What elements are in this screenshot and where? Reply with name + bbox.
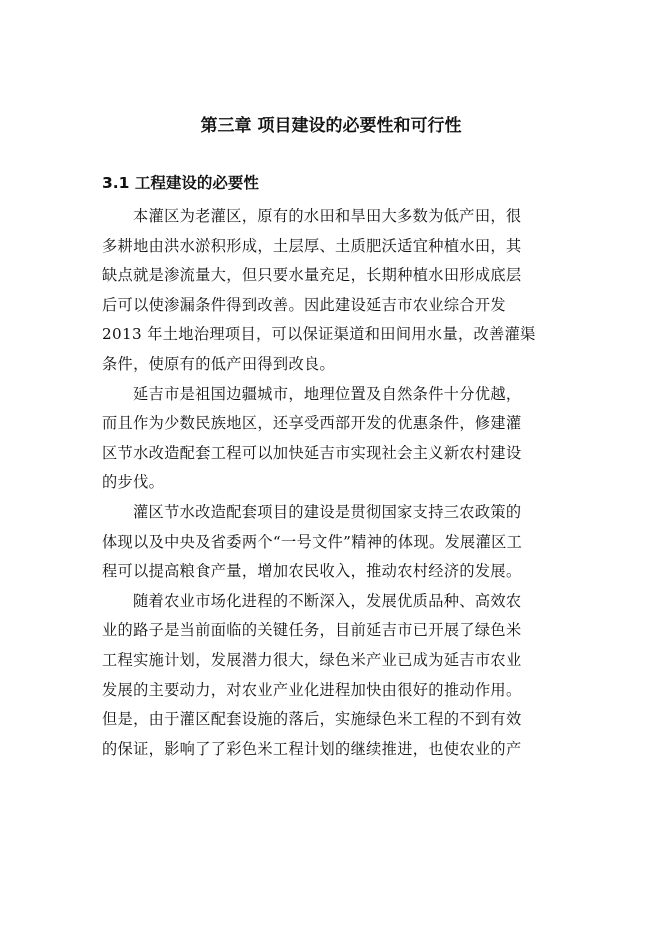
paragraph-line: 而且作为少数民族地区，还享受西部开发的优惠条件，修建灌 <box>102 414 522 433</box>
paragraph-line: 区节水改造配套工程可以加快延吉市实现社会主义新农村建设 <box>102 443 522 462</box>
paragraph-line: 业的路子是当前面临的关键任务，目前延吉市已开展了绿色米 <box>102 621 522 640</box>
paragraph-line: 程可以提高粮食产量，增加农民收入，推动农村经济的发展。 <box>102 562 522 581</box>
paragraph-2 <box>102 380 554 498</box>
paragraph-line: 条件，使原有的低产田得到改良。 <box>102 354 336 373</box>
section-heading: 3.1 工程建设的必要性 <box>102 174 259 192</box>
paragraph-line: 体现以及中央及省委两个“一号文件”精神的体现。发展灌区工 <box>102 532 523 551</box>
body-text <box>102 202 554 764</box>
paragraph-line: 2013 年土地治理项目，可以保证渠道和田间用水量，改善灌渠 <box>102 325 536 344</box>
paragraph-line: 延吉市是祖国边疆城市，地理位置及自然条件十分优越， <box>133 384 522 403</box>
paragraph-line: 发展的主要动力，对农业产业化进程加快由很好的推动作用。 <box>102 680 522 699</box>
paragraph-line: 的保证，影响了了彩色米工程计划的继续推进，也使农业的产 <box>102 739 522 758</box>
paragraph-line: 多耕地由洪水淤积形成，土层厚、土质肥沃适宜种植水田，其 <box>102 236 522 255</box>
paragraph-line: 但是，由于灌区配套设施的落后，实施绿色米工程的不到有效 <box>102 710 522 729</box>
paragraph-4 <box>102 587 554 765</box>
paragraph-line: 后可以使渗漏条件得到改善。因此建设延吉市农业综合开发 <box>102 295 506 314</box>
paragraph-line: 随着农业市场化进程的不断深入，发展优质品种、高效农 <box>133 591 522 610</box>
paragraph-3 <box>102 498 554 587</box>
paragraph-line: 工程实施计划，发展潜力很大，绿色米产业已成为延吉市农业 <box>102 650 522 669</box>
paragraph-line: 缺点就是渗流量大，但只要水量充足，长期种植水田形成底层 <box>102 266 522 285</box>
paragraph-1 <box>102 202 554 380</box>
paragraph-line: 的步伐。 <box>102 473 165 492</box>
chapter-title: 第三章 项目建设的必要性和可行性 <box>200 116 462 136</box>
paragraph-line: 本灌区为老灌区，原有的水田和旱田大多数为低产田，很 <box>133 207 522 225</box>
paragraph-line: 灌区节水改造配套项目的建设是贯彻国家支持三农政策的 <box>133 502 522 521</box>
